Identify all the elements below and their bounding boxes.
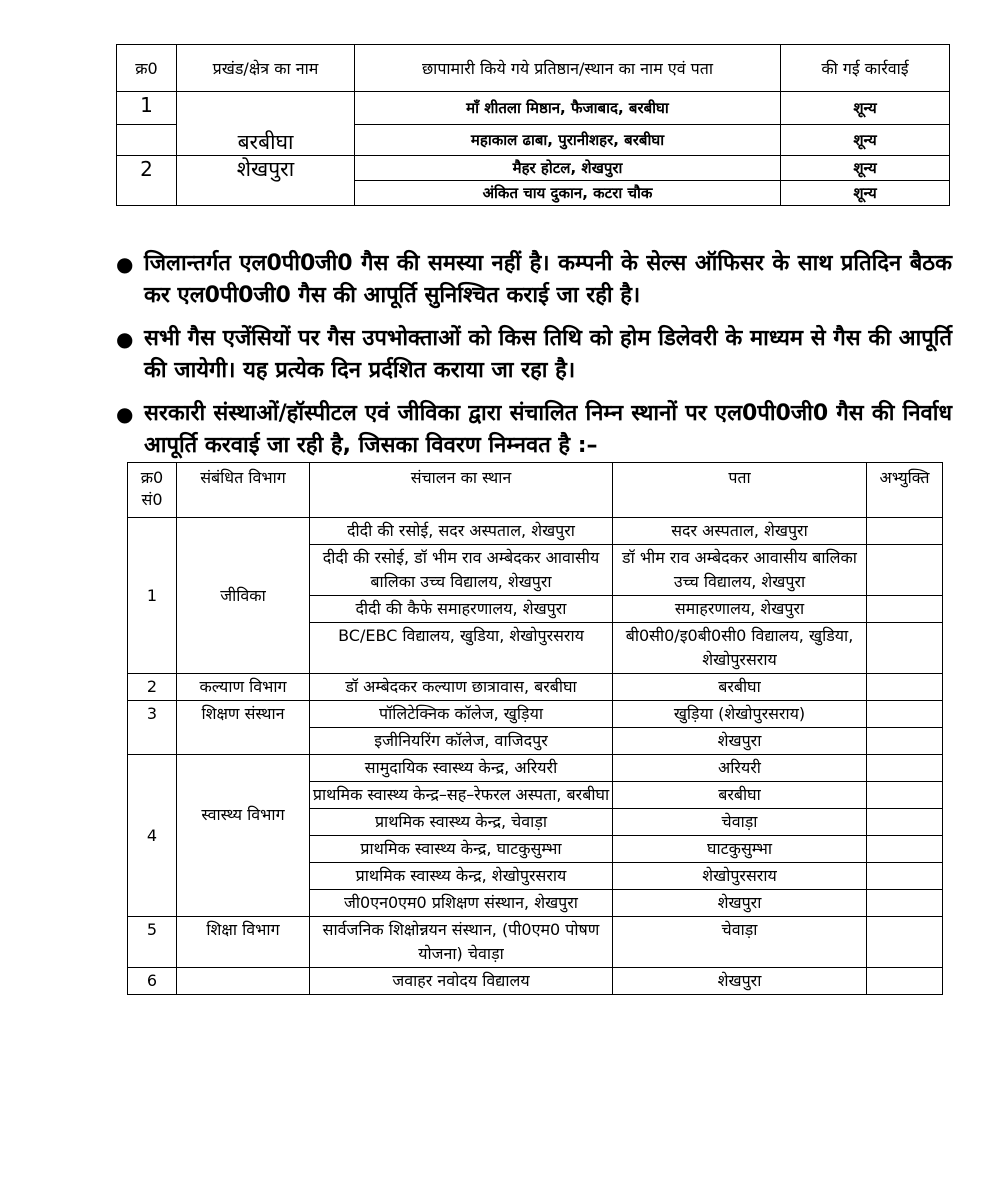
bullet-item: ● सरकारी संस्थाओं/हॉस्पीटल एवं जीविका द्वारा संचालित निम्न स्थानों पर एल0पी0जी0 गैस की निर्वाध आपूर्ति करवाई जा रही है, जिसका विवरण निम्नवत है :– [116,398,952,462]
place-cell: सामुदायिक स्वास्थ्य केन्द्र, अरियरी [310,755,613,782]
place-cell: जवाहर नवोदय विद्यालय [310,968,613,995]
remarks-cell [867,782,943,809]
place-cell: माँ शीतला मिष्ठान, फैजाबाद, बरबीघा [355,92,781,125]
address-cell: समाहरणालय, शेखपुरा [613,596,867,623]
raid-header-block: प्रखंड/क्षेत्र का नाम [177,45,355,92]
table-row [128,701,943,728]
remarks-cell [867,518,943,545]
place-cell: BC/EBC विद्यालय, खुडिया, शेखोपुरसराय [310,623,613,674]
place-cell: मैहर होटल, शेखपुरा [355,156,781,181]
supply-header-dept: संबंधित विभाग [177,463,310,518]
place-cell: इजीनियरिंग कॉलेज, वाजिदपुर [310,728,613,755]
address-cell: डॉ भीम राव अम्बेदकर आवासीय बालिका उच्च विद्यालय, शेखपुरा [613,545,867,596]
place-cell: पॉलिटेक्निक कॉलेज, खुड़िया [310,701,613,728]
table-row [128,968,943,995]
table-row [128,755,943,782]
remarks-cell [867,701,943,728]
remarks-cell [867,890,943,917]
action-cell: शून्य [781,156,950,181]
remarks-cell [867,968,943,995]
address-cell: चेवाड़ा [613,917,867,968]
supply-table-header [128,463,943,518]
dept-cell: कल्याण विभाग [177,674,310,701]
serial-cell: 1 [128,518,177,674]
address-cell: बी0सी0/इ0बी0सी0 विद्यालय, खुडिया, शेखोपुरसराय [613,623,867,674]
remarks-cell [867,728,943,755]
place-cell: सार्वजनिक शिक्षोन्नयन संस्थान, (पी0एम0 पोषण योजना) चेवाड़ा [310,917,613,968]
address-cell: अरियरी [613,755,867,782]
remarks-cell [867,755,943,782]
table-row [117,156,950,181]
address-cell: बरबीघा [613,782,867,809]
remarks-cell [867,596,943,623]
serial-cell: 1 [117,92,177,125]
place-cell: प्राथमिक स्वास्थ्य केन्द्र, घाटकुसुम्भा [310,836,613,863]
block-cell: शेखपुरा [177,156,355,206]
action-cell: शून्य [781,181,950,206]
remarks-cell [867,917,943,968]
serial-cell: 2 [117,156,177,206]
place-cell: प्राथमिक स्वास्थ्य केन्द्र–सह–रेफरल अस्पता, बरबीघा [310,782,613,809]
supply-header-remarks: अभ्युक्ति [867,463,943,518]
supply-header-serial: क्र0 सं0 [128,463,177,518]
serial-cell: 2 [128,674,177,701]
table-row [128,518,943,545]
address-cell: शेखपुरा [613,968,867,995]
place-cell: प्राथमिक स्वास्थ्य केन्द्र, चेवाड़ा [310,809,613,836]
serial-cell: 4 [128,755,177,917]
place-cell: डॉ अम्बेदकर कल्याण छात्रावास, बरबीघा [310,674,613,701]
place-cell: अंकित चाय दुकान, कटरा चौक [355,181,781,206]
action-cell: शून्य [781,92,950,125]
place-cell: दीदी की कैफे समाहरणालय, शेखपुरा [310,596,613,623]
serial-cell-empty [117,125,177,156]
supply-table [127,462,943,995]
raid-header-action: की गई कार्रवाई [781,45,950,92]
remarks-cell [867,863,943,890]
address-cell: शेखपुरा [613,728,867,755]
dept-cell: शिक्षण संस्थान [177,701,310,755]
serial-cell: 5 [128,917,177,968]
table-row [128,674,943,701]
place-cell: दीदी की रसोई, सदर अस्पताल, शेखपुरा [310,518,613,545]
dept-cell [177,968,310,995]
serial-cell: 6 [128,968,177,995]
dept-cell: शिक्षा विभाग [177,917,310,968]
action-cell: शून्य [781,125,950,156]
serial-cell: 3 [128,701,177,755]
address-cell: शेखोपुरसराय [613,863,867,890]
raid-table-header [117,45,950,92]
place-cell: जी0एन0एम0 प्रशिक्षण संस्थान, शेखपुरा [310,890,613,917]
place-cell: महाकाल ढाबा, पुरानीशहर, बरबीघा [355,125,781,156]
bullet-item: ● जिलान्तर्गत एल0पी0जी0 गैस की समस्या नहीं है। कम्पनी के सेल्स ऑफिसर के साथ प्रतिदिन बैठक कर एल0पी0जी0 गैस की आपूर्ति सुनिश्चित कराई जा रही है। [116,248,952,312]
raid-table [116,44,950,206]
bullet-item: ● सभी गैस एजेंसियों पर गैस उपभोक्ताओं को किस तिथि को होम डिलेवरी के माध्यम से गैस की आपूर्ति की जायेगी। यह प्रत्येक दिन प्रर्दशित कराया जा रहा है। [116,323,952,387]
remarks-cell [867,809,943,836]
dept-cell: स्वास्थ्य विभाग [177,755,310,917]
address-cell: बरबीघा [613,674,867,701]
remarks-cell [867,836,943,863]
address-cell: चेवाड़ा [613,809,867,836]
address-cell: घाटकुसुम्भा [613,836,867,863]
remarks-cell [867,674,943,701]
remarks-cell [867,545,943,596]
address-cell: शेखपुरा [613,890,867,917]
block-cell: बरबीघा [177,92,355,156]
remarks-cell [867,623,943,674]
raid-header-serial: क्र0 [117,45,177,92]
table-row [117,92,950,125]
table-row [128,917,943,968]
address-cell: सदर अस्पताल, शेखपुरा [613,518,867,545]
supply-header-place: संचालन का स्थान [310,463,613,518]
supply-header-address: पता [613,463,867,518]
dept-cell: जीविका [177,518,310,674]
place-cell: दीदी की रसोई, डॉ भीम राव अम्बेदकर आवासीय बालिका उच्च विद्यालय, शेखपुरा [310,545,613,596]
bullet-list [116,248,952,473]
raid-header-place: छापामारी किये गये प्रतिष्ठान/स्थान का नाम एवं पता [355,45,781,92]
place-cell: प्राथमिक स्वास्थ्य केन्द्र, शेखोपुरसराय [310,863,613,890]
address-cell: खुड़िया (शेखोपुरसराय) [613,701,867,728]
